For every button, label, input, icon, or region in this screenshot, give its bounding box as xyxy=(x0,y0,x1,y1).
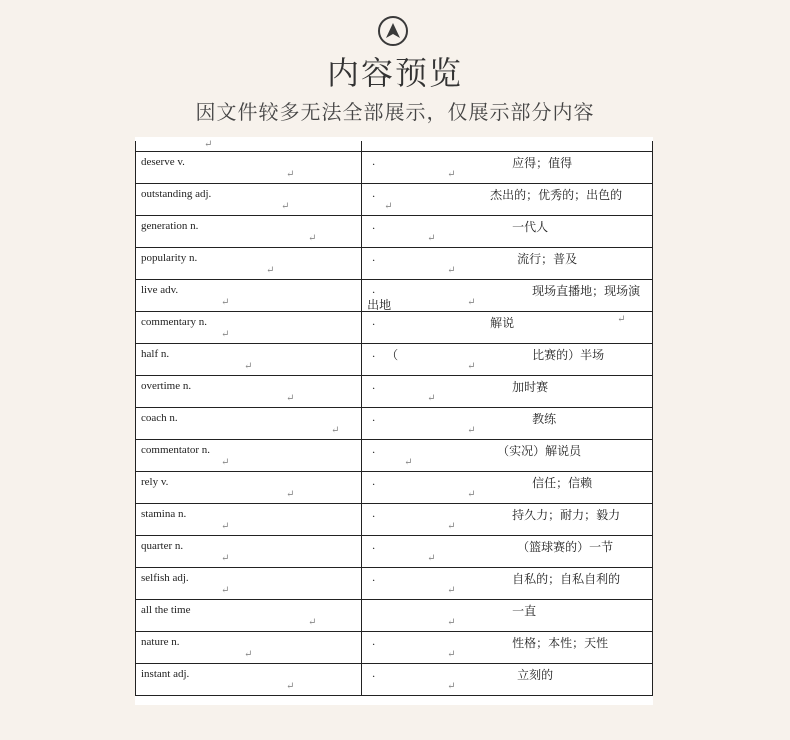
paragraph-mark-icon: ↵ xyxy=(308,617,317,628)
paragraph-mark-icon: ↵ xyxy=(467,489,476,500)
definition-cell xyxy=(362,184,653,216)
paragraph-mark-icon: ↵ xyxy=(447,265,456,276)
paragraph-mark-icon: ↵ xyxy=(244,649,253,660)
paragraph-mark-icon: ↵ xyxy=(244,361,253,372)
definition-text: 现场直播地；现场演 xyxy=(532,284,641,298)
definition-cell xyxy=(362,568,653,600)
definition-cell xyxy=(362,600,653,632)
definition-prefix: （ xyxy=(386,348,399,362)
term-cell xyxy=(136,376,362,408)
paragraph-mark-icon: ↵ xyxy=(467,361,476,372)
definition-text: 解说 xyxy=(490,316,515,330)
paragraph-mark-icon: ↵ xyxy=(467,297,476,308)
term-cell xyxy=(136,184,362,216)
bullet-dot: . xyxy=(372,410,376,424)
term-text: all the time xyxy=(141,604,191,616)
definition-cell xyxy=(362,408,653,440)
paragraph-mark-icon: ↵ xyxy=(266,265,275,276)
term-text: nature n. xyxy=(141,636,180,648)
bullet-dot: . xyxy=(372,570,376,584)
bullet-dot: . xyxy=(372,442,376,456)
term-cell xyxy=(136,248,362,280)
definition-cell xyxy=(362,632,653,664)
definition-cell xyxy=(362,248,653,280)
bullet-dot: . xyxy=(372,314,376,328)
definition-text: 信任；信赖 xyxy=(532,476,593,490)
bullet-dot: . xyxy=(372,634,376,648)
paragraph-mark-icon: ↵ xyxy=(204,139,213,150)
table-row xyxy=(136,184,653,216)
term-text: stamina n. xyxy=(141,508,187,520)
term-cell xyxy=(136,632,362,664)
definition-text: 教练 xyxy=(532,412,557,426)
paragraph-mark-icon: ↵ xyxy=(467,425,476,436)
table-row xyxy=(136,152,653,184)
table-row xyxy=(136,280,653,312)
term-text: quarter n. xyxy=(141,540,184,552)
table-row xyxy=(136,408,653,440)
paragraph-mark-icon: ↵ xyxy=(447,169,456,180)
bullet-dot: . xyxy=(372,186,376,200)
paragraph-mark-icon: ↵ xyxy=(404,457,413,468)
term-cell xyxy=(136,216,362,248)
term-text: selfish adj. xyxy=(141,572,189,584)
paragraph-mark-icon: ↵ xyxy=(286,393,295,404)
table-row xyxy=(136,504,653,536)
table-row xyxy=(136,536,653,568)
definition-cell xyxy=(362,376,653,408)
paragraph-mark-icon: ↵ xyxy=(447,521,456,532)
table-row xyxy=(136,632,653,664)
paragraph-mark-icon: ↵ xyxy=(308,233,317,244)
definition-cell xyxy=(362,504,653,536)
term-cell xyxy=(136,408,362,440)
definition-cell xyxy=(362,440,653,472)
table-row xyxy=(136,376,653,408)
definition-text: 比赛的）半场 xyxy=(532,348,605,362)
bullet-dot: . xyxy=(372,250,376,264)
definition-cell xyxy=(362,312,653,344)
term-cell xyxy=(136,312,362,344)
paragraph-mark-icon: ↵ xyxy=(286,681,295,692)
term-text: overtime n. xyxy=(141,380,192,392)
paragraph-mark-icon: ↵ xyxy=(286,489,295,500)
paragraph-mark-icon: ↵ xyxy=(447,585,456,596)
table-row xyxy=(136,248,653,280)
paragraph-mark-icon: ↵ xyxy=(221,553,230,564)
bullet-dot: . xyxy=(372,666,376,680)
term-text: live adv. xyxy=(141,284,179,296)
term-text: half n. xyxy=(141,348,170,360)
page-subtitle: 因文件较多无法全部展示，仅展示部分内容 xyxy=(195,100,595,124)
page-title: 内容预览 xyxy=(326,54,463,92)
table-row xyxy=(136,216,653,248)
term-text: commentary n. xyxy=(141,316,207,328)
term-text: popularity n. xyxy=(141,252,198,264)
term-cell xyxy=(136,664,362,696)
paragraph-mark-icon: ↵ xyxy=(221,329,230,340)
term-cell xyxy=(136,472,362,504)
bullet-dot: . xyxy=(372,346,376,360)
paragraph-mark-icon: ↵ xyxy=(384,201,393,212)
definition-cell xyxy=(362,472,653,504)
definition-cell xyxy=(362,152,653,184)
definition-cell xyxy=(362,216,653,248)
term-text: instant adj. xyxy=(141,668,190,680)
bullet-dot: . xyxy=(372,282,376,296)
paragraph-mark-icon: ↵ xyxy=(331,425,340,436)
table-row xyxy=(136,472,653,504)
paragraph-mark-icon: ↵ xyxy=(427,553,436,564)
paragraph-mark-icon: ↵ xyxy=(221,585,230,596)
definition-text: 一直 xyxy=(512,604,537,618)
bullet-dot: . xyxy=(372,506,376,520)
table-row xyxy=(136,440,653,472)
term-text: commentator n. xyxy=(141,444,211,456)
definition-text: 加时赛 xyxy=(512,380,549,394)
arrow-up-logo-icon xyxy=(378,16,408,46)
paragraph-mark-icon: ↵ xyxy=(221,521,230,532)
table-row xyxy=(136,344,653,376)
bullet-dot: . xyxy=(372,378,376,392)
term-cell xyxy=(136,152,362,184)
definition-text: 立刻的 xyxy=(517,668,554,682)
definition-continuation: 出地 xyxy=(367,298,392,312)
term-text: rely v. xyxy=(141,476,169,488)
table-row xyxy=(136,600,653,632)
definition-text: 流行；普及 xyxy=(517,252,578,266)
term-cell xyxy=(136,568,362,600)
definition-text: 持久力；耐力；毅力 xyxy=(512,508,621,522)
definition-text: 性格；本性；天性 xyxy=(512,636,609,650)
term-cell xyxy=(136,344,362,376)
bullet-dot: . xyxy=(372,154,376,168)
paragraph-mark-icon: ↵ xyxy=(447,617,456,628)
paragraph-mark-icon: ↵ xyxy=(447,681,456,692)
definition-cell xyxy=(362,344,653,376)
paragraph-mark-icon: ↵ xyxy=(281,201,290,212)
term-text: outstanding adj. xyxy=(141,188,212,200)
definition-cell xyxy=(362,536,653,568)
definition-text: （篮球赛的）一节 xyxy=(517,540,614,554)
bullet-dot: . xyxy=(372,538,376,552)
table-row xyxy=(136,664,653,696)
table-row xyxy=(136,312,653,344)
definition-text: 一代人 xyxy=(512,220,549,234)
term-cell xyxy=(136,280,362,312)
table-row xyxy=(136,568,653,600)
paragraph-mark-icon: ↵ xyxy=(221,457,230,468)
term-text: coach n. xyxy=(141,412,178,424)
bullet-dot: . xyxy=(372,474,376,488)
definition-text: （实况）解说员 xyxy=(497,444,582,458)
definition-cell xyxy=(362,664,653,696)
paragraph-mark-icon: ↵ xyxy=(221,297,230,308)
definition-text: 杰出的；优秀的；出色的 xyxy=(490,188,623,202)
definition-text: 自私的；自私自利的 xyxy=(512,572,621,586)
paragraph-mark-icon: ↵ xyxy=(447,649,456,660)
table-top-row xyxy=(136,141,653,152)
term-cell xyxy=(136,440,362,472)
paragraph-mark-icon: ↵ xyxy=(427,233,436,244)
bullet-dot: . xyxy=(372,218,376,232)
page-header xyxy=(0,0,790,135)
paragraph-mark-icon: ↵ xyxy=(617,314,626,325)
term-text: deserve v. xyxy=(141,156,185,168)
definition-cell xyxy=(362,280,653,312)
term-text: generation n. xyxy=(141,220,199,232)
paragraph-mark-icon: ↵ xyxy=(286,169,295,180)
document-preview xyxy=(135,137,653,705)
paragraph-mark-icon: ↵ xyxy=(427,393,436,404)
vocabulary-table xyxy=(135,141,653,696)
term-cell xyxy=(136,536,362,568)
term-cell xyxy=(136,504,362,536)
term-cell xyxy=(136,600,362,632)
definition-text: 应得；值得 xyxy=(512,156,573,170)
